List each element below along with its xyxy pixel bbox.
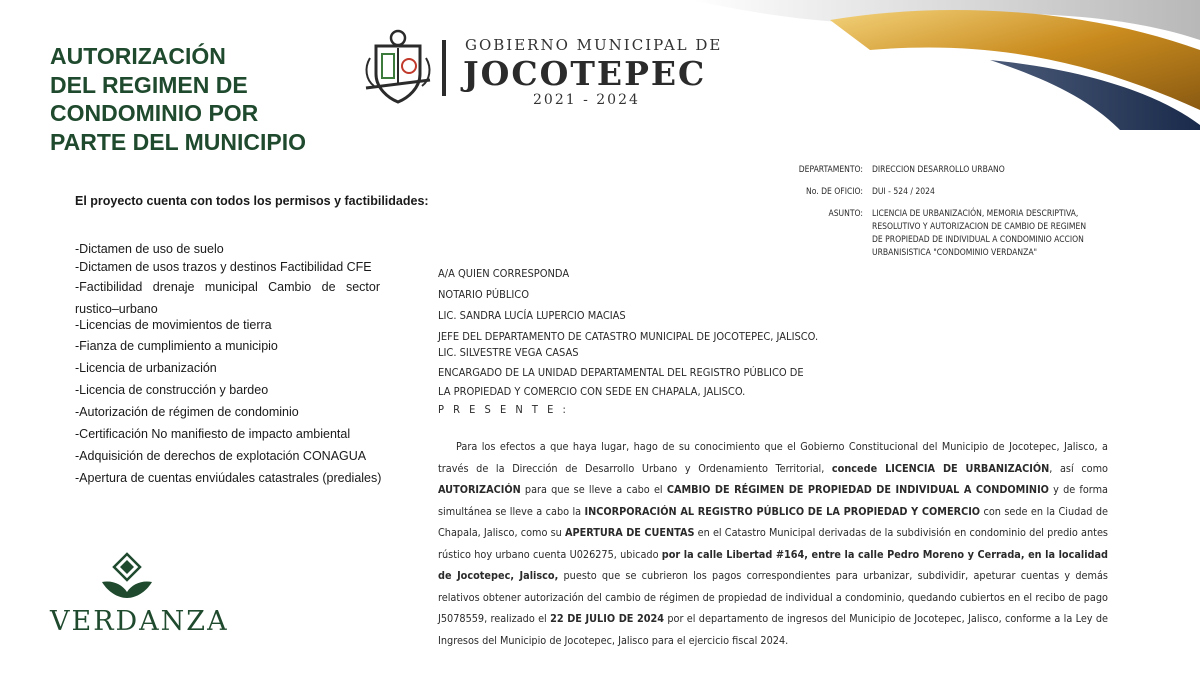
body-text-run: en el Catastro Municipal derivadas de la subdivisión en condominio del predio antes rústico hoy urbano cuenta U026275, ubicado	[438, 526, 1108, 561]
address-line: P R E S E N T E :	[438, 403, 569, 416]
decorative-corner-swoosh	[690, 0, 1200, 130]
document-body-paragraph	[438, 436, 1108, 651]
body-emphasis-run: por la calle Libertad #164, entre la calle Pedro Moreno y Cerrada, en la localidad de Jocotepec, Jalisco,	[438, 547, 1108, 582]
meta-label-subject: ASUNTO:	[828, 209, 863, 219]
page-title	[50, 42, 306, 156]
address-line: LIC. SILVESTRE VEGA CASAS	[438, 346, 579, 359]
permit-item: -Dictamen de usos trazos y destinos Factibilidad CFE	[75, 260, 372, 274]
permit-item: -Licencia de urbanización	[75, 361, 217, 375]
title-line: DEL REGIMEN DE	[50, 71, 248, 98]
permit-item: -Autorización de régimen de condominio	[75, 405, 299, 419]
body-emphasis-run: APERTURA DE CUENTAS	[564, 526, 695, 539]
body-emphasis-run: 22 DE JULIO DE 2024	[550, 612, 665, 625]
verdanza-leaf-logo-icon	[100, 552, 154, 602]
meta-value-office-number: DUI - 524 / 2024	[872, 187, 935, 197]
body-emphasis-run: concede LICENCIA DE URBANIZACIÓN	[831, 461, 1050, 475]
permit-item: -Factibilidad drenaje municipal Cambio de sector rustico–urbano	[75, 280, 380, 316]
address-line: LIC. SANDRA LUCÍA LUPERCIO MACIAS	[438, 309, 626, 322]
body-text-run: con sede en la Ciudad de Chapala, Jalisco, como su	[438, 504, 1109, 539]
body-emphasis-run: AUTORIZACIÓN	[438, 483, 521, 496]
meta-value-subject-line: URBANISISTICA "CONDOMINIO VERDANZA"	[872, 248, 1038, 258]
gov-logo-line1: GOBIERNO MUNICIPAL DE	[465, 36, 723, 54]
meta-value-department: DIRECCION DESARROLLO URBANO	[872, 165, 1005, 175]
address-line: ENCARGADO DE LA UNIDAD DEPARTAMENTAL DEL REGISTRO PÚBLICO DE	[438, 366, 804, 379]
permit-item: -Fianza de cumplimiento a municipio	[75, 339, 278, 353]
address-line: LA PROPIEDAD Y COMERCIO CON SEDE EN CHAPALA, JALISCO.	[438, 385, 746, 398]
permits-heading: El proyecto cuenta con todos los permisos y factibilidades:	[75, 194, 429, 208]
body-text-run: y de forma simultánea se lleve a cabo la	[438, 483, 1108, 518]
gov-logo-name: JOCOTEPEC	[463, 54, 707, 93]
meta-value-subject-line: LICENCIA DE URBANIZACIÓN, MEMORIA DESCRIPTIVA,	[872, 209, 1079, 219]
meta-label-department: DEPARTAMENTO:	[798, 165, 863, 175]
body-text-run: por el departamento de ingresos del Municipio de Jocotepec, Jalisco, conforme a la Ley de Ingresos del Municipio de Jocotepec, Jalisco para el ejercicio fiscal 2024.	[438, 612, 1109, 647]
permit-item: -Certificación No manifiesto de impacto ambiental	[75, 427, 351, 441]
permit-item: -Apertura de cuentas enviúdales catastrales (prediales)	[75, 471, 382, 485]
permit-item: -Dictamen de uso de suelo	[75, 242, 224, 256]
brand-name: VERDANZA	[50, 606, 229, 637]
meta-value-subject-line: DE PROPIEDAD DE INDIVIDUAL A CONDOMINIO ACCION	[872, 235, 1084, 245]
logo-separator	[442, 40, 446, 96]
municipal-coat-of-arms-icon	[362, 28, 434, 106]
address-line: JEFE DEL DEPARTAMENTO DE CATASTRO MUNICIPAL DE JOCOTEPEC, JALISCO.	[438, 330, 819, 343]
body-text-run: , así como	[1049, 461, 1109, 475]
address-line: A/A QUIEN CORRESPONDA	[438, 267, 570, 280]
permits-list	[75, 242, 380, 485]
body-text-run: puesto que se cubrieron los pagos correspondientes para urbanizar, subdividir, apeturar cuentas y demás relativos obtener autorización del cambio de régimen de propiedad de individual a condominio, quedando cubiertos en el recibo de pago J5078559, realizado el	[438, 569, 1108, 625]
body-text-run: para que se lleve a cabo el	[520, 483, 667, 496]
body-emphasis-run: INCORPORACIÓN AL REGISTRO PÚBLICO DE LA PROPIEDAD Y COMERCIO	[584, 504, 981, 518]
permit-item: -Adquisición de derechos de explotación CONAGUA	[75, 449, 367, 463]
meta-label-office-number: No. DE OFICIO:	[806, 187, 863, 197]
gov-logo-years: 2021 - 2024	[533, 92, 640, 108]
address-line: NOTARIO PÚBLICO	[438, 288, 529, 301]
meta-value-subject-line: RESOLUTIVO Y AUTORIZACION DE CAMBIO DE REGIMEN	[872, 222, 1087, 232]
permit-item: -Licencias de movimientos de tierra	[75, 318, 272, 332]
title-line: CONDOMINIO POR	[50, 100, 259, 126]
body-emphasis-run: CAMBIO DE RÉGIMEN DE PROPIEDAD DE INDIVIDUAL A CONDOMINIO	[666, 483, 1049, 496]
body-text-run: Para los efectos a que haya lugar, hago de su conocimiento que el Gobierno Constitucional del Municipio de Jocotepec, Jalisco, a través de la Dirección de Desarrollo Urbano y Ordenamiento Territorial,	[438, 440, 1108, 475]
permit-item: -Licencia de construcción y bardeo	[75, 383, 269, 397]
title-line: PARTE DEL MUNICIPIO	[50, 128, 306, 155]
title-line: AUTORIZACIÓN	[50, 43, 226, 69]
